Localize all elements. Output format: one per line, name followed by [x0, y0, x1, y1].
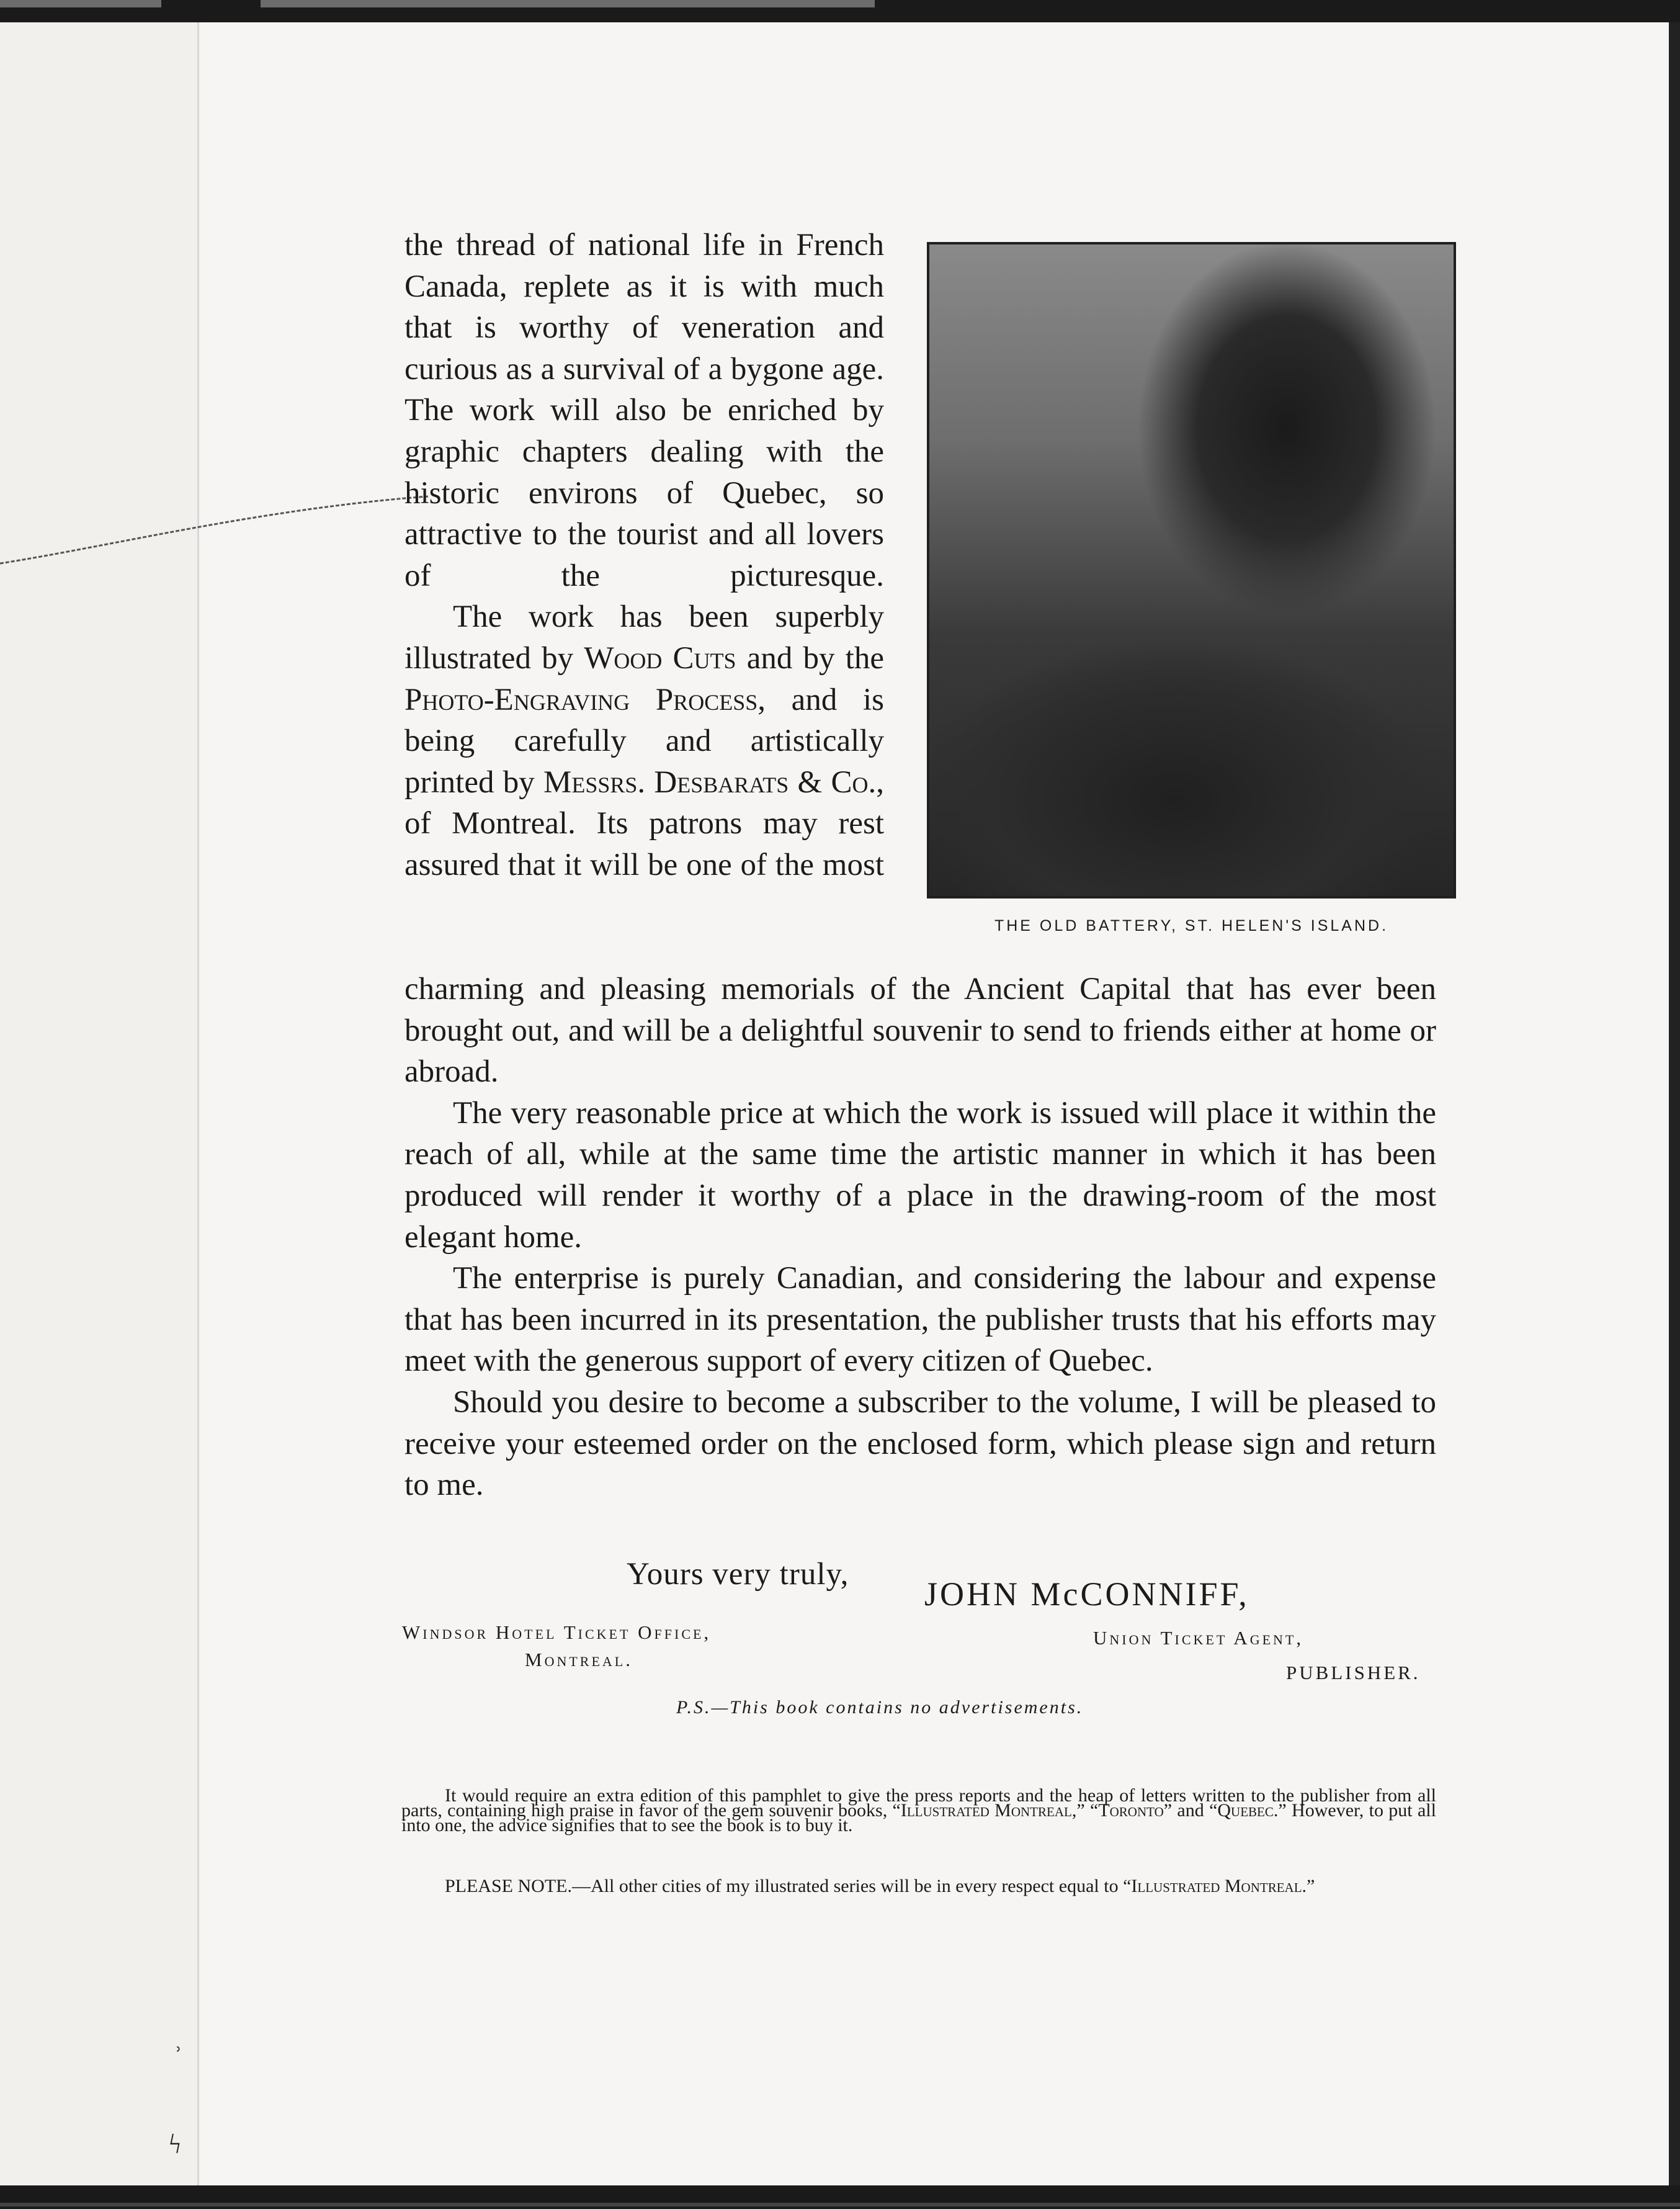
office-left-line2: Montreal.	[525, 1649, 633, 1670]
top-border	[0, 0, 1680, 22]
footnote-paragraph: It would require an extra edition of this pamphlet to give the press reports and the heap of letters written to the publisher from all parts, containing high praise in favor of the gem souvenir books, “Illustrated Montreal,” “Toronto” and “Quebec.” However, to put all into one, the advice signifies that to see the book is to buy it.	[401, 1785, 1436, 1835]
paragraph: The very reasonable price at which the work is issued will place it within the reach of all, while at the same time the artistic manner in which it has been produced will render it worthy of a place in the drawing-room of the most elegant home.	[404, 1095, 1436, 1255]
pencil-line	[0, 484, 434, 571]
paragraph: The work has been superbly illustrated by Wood Cuts and by the Photo-Engraving Process, and is being carefully and artistically printed by Messrs. Desbarats & Co., of Montreal. Its patrons may rest assured that it will be one of the most	[404, 599, 884, 882]
left-page-edge	[0, 22, 199, 2185]
paragraph: charming and pleasing memorials of the Ancient Capital that has ever been brought out, and will be a delightful souvenir to send to friends either at home or abroad.	[404, 972, 1436, 1090]
main-text	[404, 969, 1436, 1506]
paragraph: The enterprise is purely Canadian, and considering the labour and expense that has been incurred in its presentation, the publisher trusts that his efforts may meet with the generous support of every citizen of Quebec.	[404, 1261, 1436, 1379]
margin-mark: ʾ	[174, 2042, 183, 2072]
postscript: P.S.—This book contains no advertisements.	[676, 1697, 1084, 1718]
signature-name: JOHN McCONNIFF,	[924, 1575, 1249, 1613]
paragraph: the thread of national life in French Canada, replete as it is with much that is worthy of veneration and curious as a survival of a bygone age. The work will also be enriched by graphic chapters dealing with the historic environs of Quebec, so attractive to the tourist and all lovers of the picturesque.	[404, 228, 884, 593]
paragraph: Should you desire to become a subscriber to the volume, I will be pleased to receive your esteemed order on the enclosed form, which please sign and return to me.	[404, 1384, 1436, 1503]
photo-caption: THE OLD BATTERY, ST. HELEN'S ISLAND.	[994, 917, 1389, 934]
office-left-line1: Windsor Hotel Ticket Office,	[402, 1621, 712, 1643]
footnote-note: PLEASE NOTE.—All other cities of my illustrated series will be in every respect equal to “Illustrated Montreal.”	[445, 1876, 1315, 1896]
right-border	[1669, 22, 1680, 2185]
office-right-line2: PUBLISHER.	[1286, 1662, 1421, 1683]
margin-mark: ϟ	[169, 2129, 181, 2159]
photo-old-battery	[927, 242, 1456, 898]
left-column-text	[404, 225, 884, 886]
bottom-border	[0, 2185, 1680, 2209]
office-right-line1: Union Ticket Agent,	[1093, 1627, 1304, 1649]
closing: Yours very truly,	[627, 1557, 849, 1592]
